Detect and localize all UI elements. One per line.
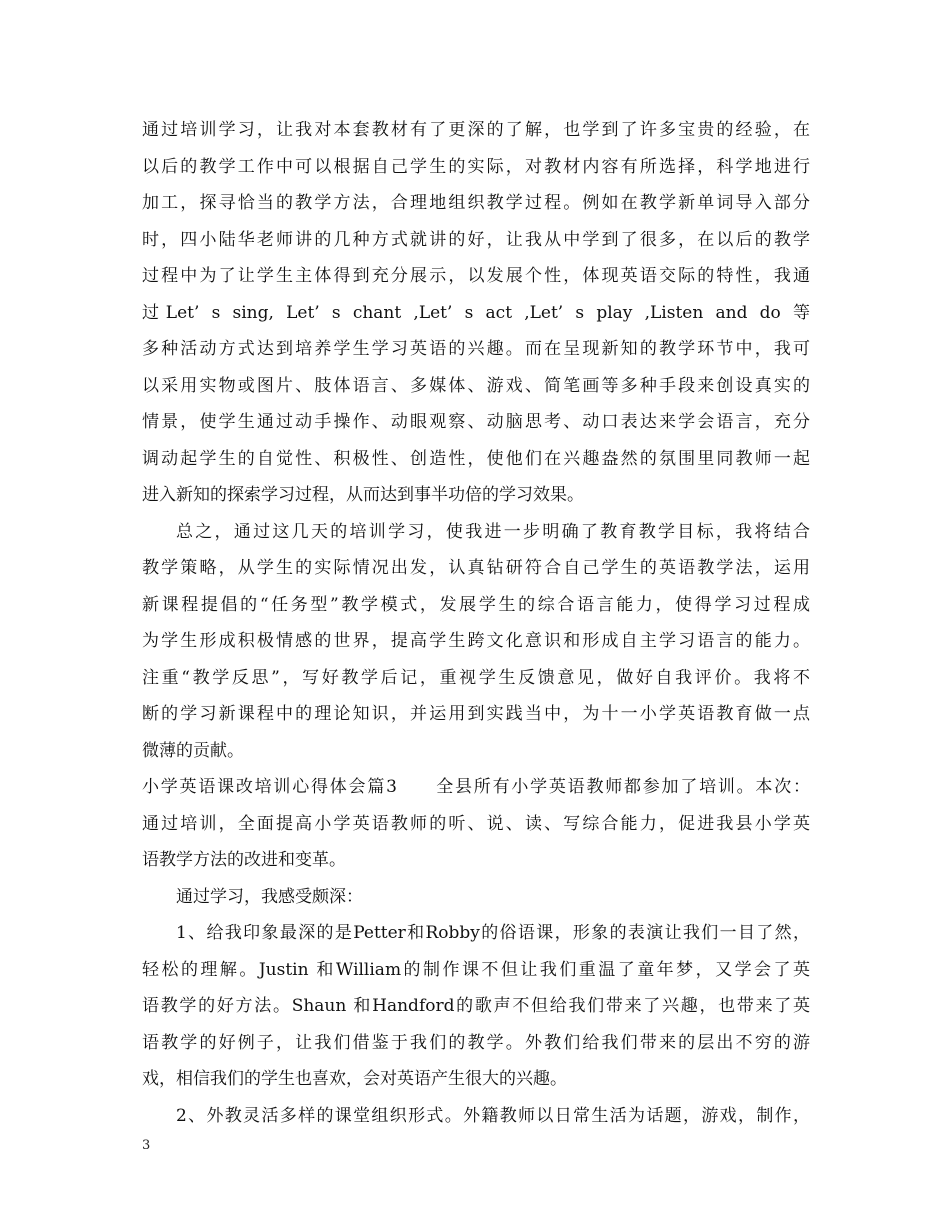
document-body — [142, 112, 810, 1134]
text-line: 通过学习，我感受颇深： — [176, 886, 363, 907]
text-line: 断的学习新课程中的理论知识，并运用到实践当中，为十一小学英语教育做一点 — [142, 704, 810, 724]
text-line: 微薄的贡献。 — [142, 740, 244, 761]
text-line: 语教学方法的改进和变革。 — [142, 850, 346, 870]
text-line: 戏，相信我们的学生也喜欢，会对英语产生很大的兴趣。 — [142, 1069, 567, 1089]
text-line: 过Let’ s sing, Let’ s chant ,Let’ s act ,Let’ s play ,Listen and do 等 — [142, 302, 810, 323]
text-line: 时，四小陆华老师讲的几种方式就讲的好，让我从中学到了很多，在以后的教学 — [142, 229, 810, 250]
text-line: 新课程提倡的“任务型”教学模式，发展学生的综合语言能力，使得学习过程成 — [142, 594, 810, 615]
section-heading-line: 小学英语课改培训心得体会篇3 全县所有小学英语教师都参加了培训。本次： — [142, 777, 810, 797]
text-line: 通过培训，全面提高小学英语教师的听、说、读、写综合能力，促进我县小学英 — [142, 813, 810, 834]
text-line: 调动起学生的自觉性、积极性、创造性，使他们在兴趣盎然的氛围里同教师一起 — [142, 448, 810, 469]
text-line: 语教学的好例子，让我们借鉴于我们的教学。外教们给我们带来的层出不穷的游 — [142, 1032, 810, 1053]
text-line: 进入新知的探索学习过程，从而达到事半功倍的学习效果。 — [142, 485, 584, 505]
text-line: 以采用实物或图片、肢体语言、多媒体、游戏、简笔画等多种手段来创设真实的 — [142, 375, 810, 396]
text-line: 过程中为了让学生主体得到充分展示，以发展个性，体现英语交际的特性，我通 — [142, 266, 810, 286]
text-line: 教学策略，从学生的实际情况出发，认真钻研符合自己学生的英语教学法，运用 — [142, 558, 810, 578]
text-line: 轻松的理解。Justin 和William的制作课不但让我们重温了童年梦，又学会了英 — [142, 959, 810, 980]
text-line: 通过培训学习，让我对本套教材有了更深的了解，也学到了许多宝贵的经验，在 — [142, 120, 810, 140]
text-line: 总之，通过这几天的培训学习，使我进一步明确了教育教学目标，我将结合 — [176, 521, 810, 542]
text-line: 语教学的好方法。Shaun 和Handford的歌声不但给我们带来了兴趣，也带来了英 — [142, 996, 810, 1016]
text-line: 加工，探寻恰当的教学方法，合理地组织教学过程。例如在教学新单词导入部分 — [142, 193, 810, 213]
text-line: 注重“教学反思”，写好教学后记，重视学生反馈意见，做好自我评价。我将不 — [142, 667, 810, 688]
text-line: 多种活动方式达到培养学生学习英语的兴趣。而在呈现新知的教学环节中，我可 — [142, 339, 810, 359]
page-number: 3 — [142, 1138, 151, 1153]
text-line: 以后的教学工作中可以根据自己学生的实际，对教材内容有所选择，科学地进行 — [142, 156, 810, 177]
text-line: 1、给我印象最深的是Petter和Robby的俗语课，形象的表演让我们一目了然， — [176, 923, 810, 943]
text-line: 为学生形成积极情感的世界，提高学生跨文化意识和形成自主学习语言的能力。 — [142, 631, 810, 651]
text-line: 2、外教灵活多样的课堂组织形式。外籍教师以日常生活为话题，游戏，制作， — [176, 1105, 810, 1126]
text-line: 情景，使学生通过动手操作、动眼观察、动脑思考、动口表达来学会语言，充分 — [142, 412, 810, 432]
